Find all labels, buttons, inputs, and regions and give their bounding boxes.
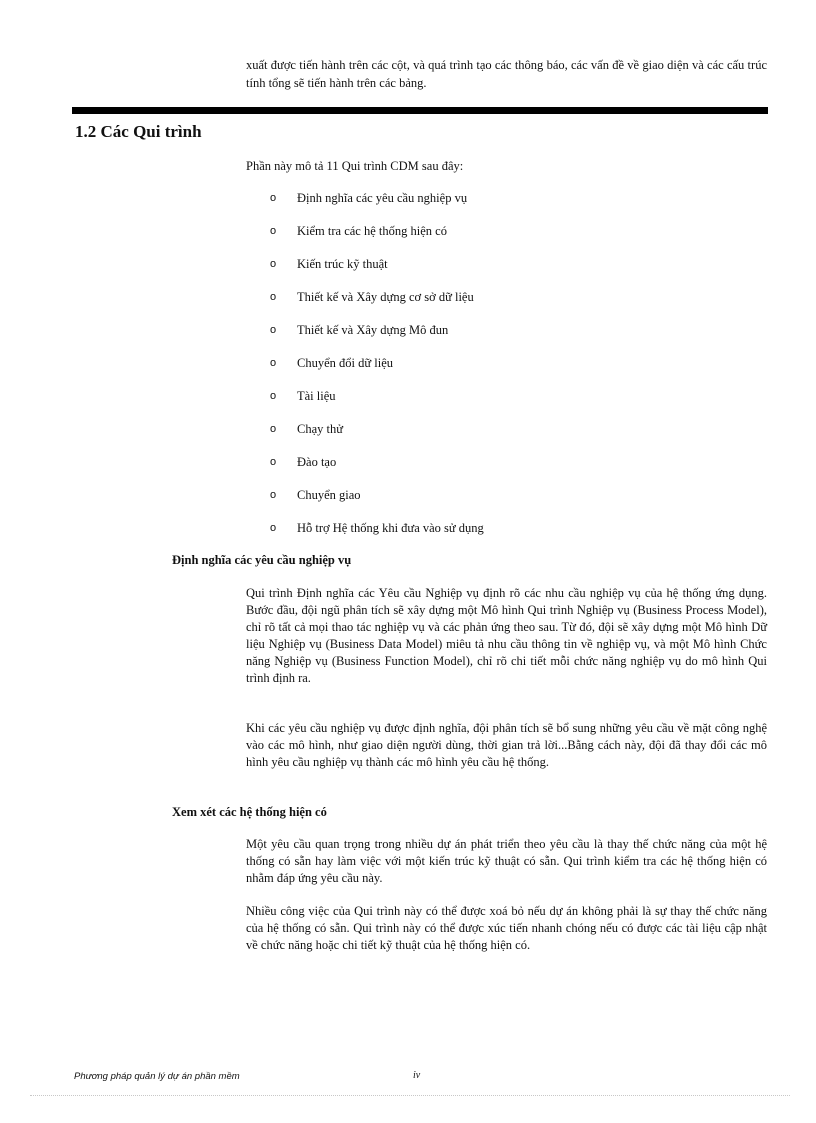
bullet-icon: o bbox=[270, 423, 277, 435]
list-item-label: Kiểm tra các hệ thống hiện có bbox=[297, 224, 447, 238]
list-item-label: Định nghĩa các yêu cầu nghiệp vụ bbox=[297, 191, 468, 205]
list-item-label: Chuyển đổi dữ liệu bbox=[297, 356, 394, 370]
page-number: iv bbox=[413, 1070, 421, 1081]
list-item bbox=[270, 421, 484, 454]
bullet-icon: o bbox=[270, 456, 277, 468]
list-item-label: Chuyển giao bbox=[297, 488, 361, 502]
list-item bbox=[270, 388, 484, 421]
list-item bbox=[270, 289, 484, 322]
bullet-icon: o bbox=[270, 522, 277, 534]
list-item bbox=[270, 322, 484, 355]
list-item bbox=[270, 487, 484, 520]
paragraph: Một yêu cầu quan trọng trong nhiều dự án phát triển theo yêu cầu là thay thế chức năng của một hệ thống có sẵn hay làm việc với một kiến trúc kỹ thuật có sẵn. Qui trình kiểm tra các hệ thống hiện có nhằm đáp ứng yêu cầu này. bbox=[246, 837, 767, 885]
list-item-label: Chạy thử bbox=[297, 422, 344, 436]
bullet-icon: o bbox=[270, 291, 277, 303]
subsection-heading-business-requirements: Định nghĩa các yêu cầu nghiệp vụ bbox=[172, 553, 352, 567]
list-item-label: Thiết kế và Xây dựng cơ sở dữ liệu bbox=[297, 290, 474, 304]
bullet-icon: o bbox=[270, 225, 277, 237]
paragraph: Nhiều công việc của Qui trình này có thể được xoá bỏ nếu dự án không phải là sự thay thế chức năng của hệ thống có sẵn. Qui trình này có thể được xúc tiến nhanh chóng nếu có được các tài liệu cập nhật về chức năng hoặc chi tiết kỹ thuật của hệ thống hiện có. bbox=[246, 904, 767, 952]
bullet-icon: o bbox=[270, 192, 277, 204]
section-lead: Phần này mô tả 11 Qui trình CDM sau đây: bbox=[246, 159, 464, 173]
bullet-icon: o bbox=[270, 324, 277, 336]
bullet-icon: o bbox=[270, 258, 277, 270]
list-item bbox=[270, 190, 484, 223]
section-title: 1.2 Các Qui trình bbox=[75, 122, 202, 141]
footer-title: Phương pháp quản lý dự án phần mềm bbox=[74, 1071, 240, 1082]
list-item bbox=[270, 256, 484, 289]
intro-paragraph: xuất được tiến hành trên các cột, và quá trình tạo các thông báo, các vấn đề về giao diện và các cấu trúc tính tổng sẽ tiến hành trên các bảng. bbox=[246, 58, 767, 90]
process-list bbox=[270, 190, 484, 553]
bullet-icon: o bbox=[270, 390, 277, 402]
subsection-heading-existing-systems: Xem xét các hệ thống hiện có bbox=[172, 805, 327, 819]
list-item-label: Hỗ trợ Hệ thống khi đưa vào sử dụng bbox=[297, 521, 484, 535]
section-divider bbox=[72, 107, 768, 114]
bullet-icon: o bbox=[270, 357, 277, 369]
list-item-label: Đào tạo bbox=[297, 455, 337, 469]
list-item bbox=[270, 520, 484, 553]
page-edge bbox=[30, 1095, 790, 1096]
list-item bbox=[270, 223, 484, 256]
paragraph: Khi các yêu cầu nghiệp vụ được định nghĩa, đội phân tích sẽ bổ sung những yêu cầu về mặt công nghệ vào các mô hình, như giao diện người dùng, thời gian trả lời...Bằng cách này, đội đã thay đổi các mô hình yêu cầu nghiệp vụ thành các mô hình yêu cầu hệ thống. bbox=[246, 721, 767, 769]
bullet-icon: o bbox=[270, 489, 277, 501]
list-item bbox=[270, 454, 484, 487]
list-item-label: Tài liệu bbox=[297, 389, 336, 403]
list-item-label: Thiết kế và Xây dựng Mô đun bbox=[297, 323, 449, 337]
paragraph: Qui trình Định nghĩa các Yêu cầu Nghiệp vụ định rõ các nhu cầu nghiệp vụ của hệ thống ứng dụng. Bước đầu, đội ngũ phân tích sẽ xây dựng một Mô hình Qui trình Nghiệp vụ (Business Process Model), chỉ rõ tất cả mọi thao tác nghiệp vụ và các phản ứng theo sau. Từ đó, đội sẽ xây dựng một Mô hình Dữ liệu Nghiệp vụ (Business Data Model) miêu tả nhu cầu thông tin về nghiệp vụ, và một Mô hình Chức năng Nghiệp vụ (Business Function Model), chỉ rõ chi tiết mỗi chức năng nghiệp vụ do mô hình Qui trình định ra. bbox=[246, 586, 767, 685]
list-item bbox=[270, 355, 484, 388]
list-item-label: Kiến trúc kỹ thuật bbox=[297, 257, 388, 271]
